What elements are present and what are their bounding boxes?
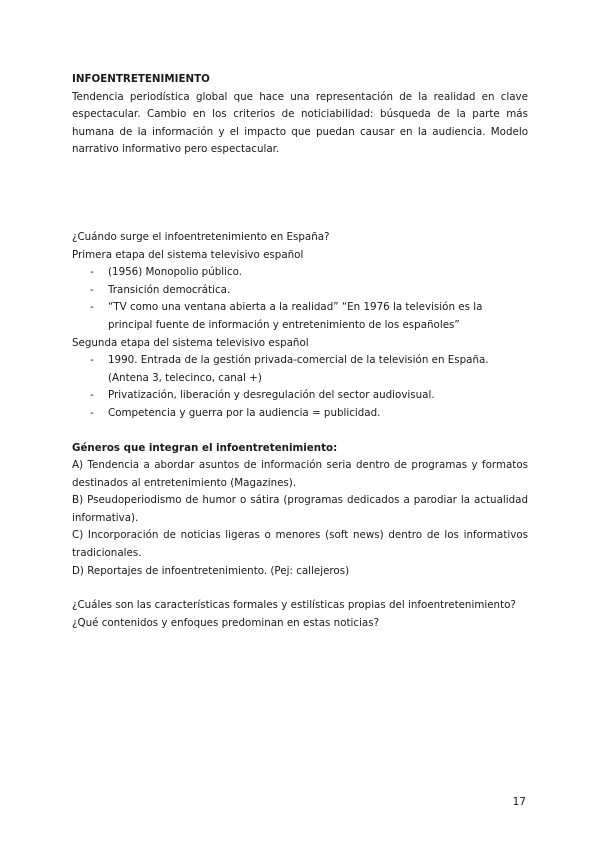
list-item: - 1990. Entrada de la gestión privada-comercial de la televisión en España. (Antena 3, telecinco, canal +) bbox=[72, 352, 528, 387]
stage1-list bbox=[72, 264, 528, 334]
genre-item: D) Reportajes de infoentretenimiento. (Pej: callejeros) bbox=[72, 564, 350, 577]
stage2-list bbox=[72, 352, 528, 422]
definition-paragraph: Tendencia periodística global que hace una representación de la realidad en clave espectacular. Cambio en los criterios de noticiabilidad: búsqueda de la parte más humana de la información y el impacto que puedan causar en la audiencia. Modelo narrativo informativo pero espectacular. bbox=[72, 90, 528, 156]
genre-item: C) Incorporación de noticias ligeras o menores (soft news) dentro de los informativos tradicionales. bbox=[72, 529, 528, 560]
genre-item: A) Tendencia a abordar asuntos de información seria dentro de programas y formatos destinados al entretenimiento (Magazines). bbox=[72, 459, 528, 489]
section-title-infoentretenimiento: INFOENTRETENIMIENTO bbox=[72, 73, 210, 85]
list-item: - Privatización, liberación y desregulación del sector audiovisual. bbox=[72, 387, 528, 405]
stage1-label: Primera etapa del sistema televisivo español bbox=[72, 248, 304, 261]
question-contents: ¿Qué contenidos y enfoques predominan en estas noticias? bbox=[72, 616, 380, 629]
list-item: - Transición democrática. bbox=[72, 282, 528, 300]
list-item: - “TV como una ventana abierta a la realidad” “En 1976 la televisión es la principal fuente de información y entretenimiento de los españoles” bbox=[72, 299, 528, 334]
page-number: 17 bbox=[512, 796, 526, 808]
question-characteristics: ¿Cuáles son las características formales y estilísticas propias del infoentretenimiento? bbox=[72, 599, 516, 612]
genre-item: B) Pseudoperiodismo de humor o sátira (programas dedicados a parodiar la actualidad informativa). bbox=[72, 494, 528, 524]
stage2-label: Segunda etapa del sistema televisivo español bbox=[72, 336, 309, 349]
list-item: - Competencia y guerra por la audiencia = publicidad. bbox=[72, 405, 528, 423]
section-title-generos: Géneros que integran el infoentretenimiento: bbox=[72, 441, 338, 454]
document-page bbox=[72, 71, 528, 632]
list-item: - (1956) Monopolio público. bbox=[72, 264, 528, 282]
question-origin: ¿Cuándo surge el infoentretenimiento en España? bbox=[72, 230, 330, 243]
